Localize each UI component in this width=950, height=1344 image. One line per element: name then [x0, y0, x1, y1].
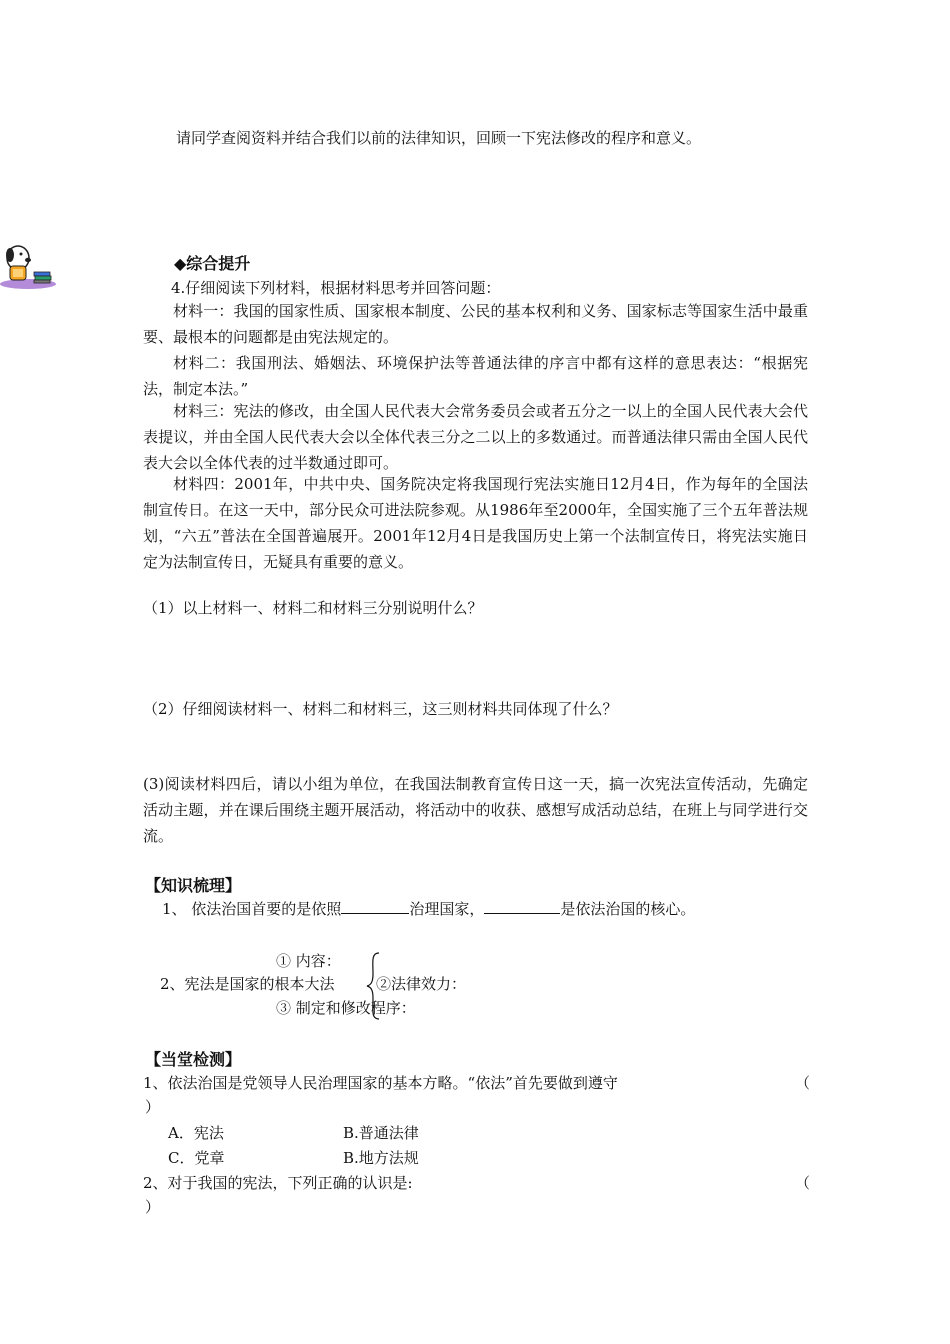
material-4: 材料四：2001年，中共中央、国务院决定将我国现行宪法实施日12月4日，作为每年的全国法制宣传日。在这一天中，部分民众可进法院参观。从1986年至2000年，全国实施了三个五年普法规划，“六五”普法在全国普遍展开。2001年12月4日是我国历史上第一个法制宣传日，将宪法实施日定为法制宣传日，无疑具有重要的意义。 — [143, 475, 808, 571]
option-c[interactable]: C．党章 — [168, 1149, 225, 1167]
fill-blank-2[interactable] — [484, 899, 560, 914]
knowledge-item-1 — [162, 898, 695, 919]
constitution-sub-procedure: ③ 制定和修改程序： — [276, 999, 416, 1017]
option-d[interactable]: B.地方法规 — [343, 1149, 419, 1167]
constitution-sub-effect: ②法律效力： — [376, 975, 467, 993]
option-a[interactable]: A．宪法 — [168, 1124, 224, 1142]
question-4-intro: 4.仔细阅读下列材料，根据材料思考并回答问题： — [171, 279, 501, 297]
intro-text: 请同学查阅资料并结合我们以前的法律知识，回顾一下宪法修改的程序和意义。 — [176, 129, 702, 147]
test-question-2: 2、对于我国的宪法，下列正确的认识是: — [143, 1174, 413, 1192]
fill-blank-1[interactable] — [341, 899, 409, 914]
knowledge-item-1-part-a: 1、 依法治国首要的是依照 — [162, 900, 342, 918]
answer-paren-open-2: （ — [795, 1174, 811, 1192]
question-3: (3)阅读材料四后，请以小组为单位，在我国法制教育宣传日这一天，搞一次宪法宣传活动，先确定活动主题，并在课后围绕主题开展活动，将活动中的收获、感想写成活动总结，在班上与同学进行交流。 — [143, 775, 808, 845]
knowledge-item-1-part-c: 是依法治国的核心。 — [560, 900, 696, 918]
material-2: 材料二：我国刑法、婚姻法、环境保护法等普通法律的序言中都有这样的意思表达：“根据宪法，制定本法。” — [143, 354, 808, 398]
section-title-zonghe: ◆综合提升 — [174, 254, 251, 273]
question-1: （1）以上材料一、材料二和材料三分别说明什么？ — [143, 599, 483, 617]
knowledge-item-1-part-b: 治理国家， — [409, 900, 485, 918]
answer-paren-close-2: ） — [145, 1198, 161, 1216]
section-title-dangtang: 【当堂检测】 — [145, 1050, 242, 1069]
constitution-label: 2、宪法是国家的根本大法 — [160, 975, 335, 993]
answer-paren-open-1: （ — [795, 1074, 811, 1092]
test-question-1: 1、依法治国是党领导人民治理国家的基本方略。“依法”首先要做到遵守 — [143, 1074, 618, 1092]
question-2: （2）仔细阅读材料一、材料二和材料三，这三则材料共同体现了什么？ — [143, 700, 618, 718]
section-title-zhishi: 【知识梳理】 — [145, 876, 242, 895]
snoopy-reading-icon — [0, 240, 60, 290]
constitution-sub-content: ① 内容： — [276, 952, 341, 970]
material-3: 材料三：宪法的修改，由全国人民代表大会常务委员会或者五分之一以上的全国人民代表大会代表提议，并由全国人民代表大会以全体代表三分之二以上的多数通过。而普通法律只需由全国人民代表大会以全体代表的过半数通过即可。 — [143, 402, 808, 472]
answer-paren-close-1: ） — [145, 1098, 161, 1116]
material-1: 材料一：我国的国家性质、国家根本制度、公民的基本权利和义务、国家标志等国家生活中最重要、最根本的问题都是由宪法规定的。 — [143, 302, 808, 346]
option-b[interactable]: B.普通法律 — [343, 1124, 419, 1142]
